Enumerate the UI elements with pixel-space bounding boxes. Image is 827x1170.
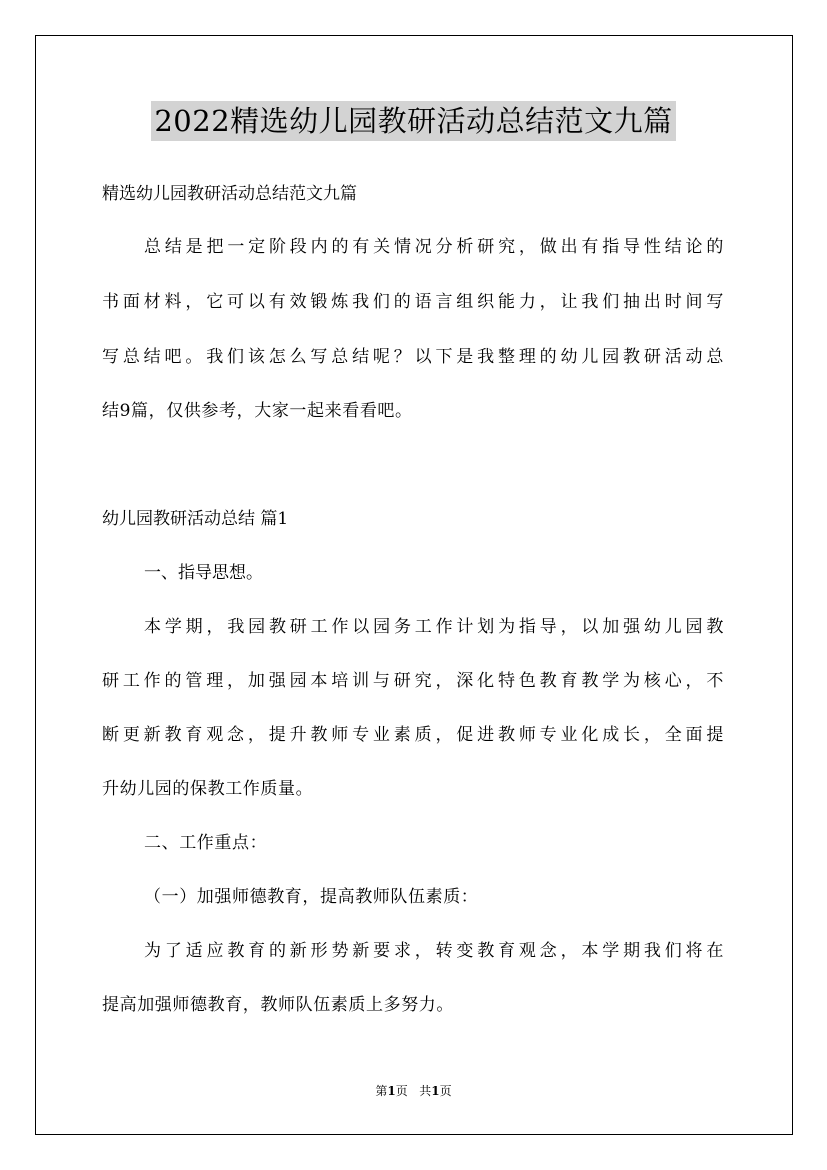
point1-line-4: 升幼儿园的保教工作质量。 [102, 779, 314, 799]
point1-heading: 一、指导思想。 [144, 563, 263, 583]
sub1-line-2: 提高加强师德教育，教师队伍素质上多努力。 [102, 995, 454, 1015]
sub1-heading: （一）加强师德教育，提高教师队伍素质： [144, 887, 479, 907]
footer-page-number: 1 [387, 1084, 396, 1098]
intro-line-3: 写总结吧。我们该怎么写总结呢？以下是我整理的幼儿园教研活动总 [102, 347, 724, 367]
page-footer [0, 1083, 827, 1099]
sub1-line-1: 为了适应教育的新形势新要求，转变教育观念，本学期我们将在 [144, 941, 724, 961]
point1-line-3: 断更新教育观念，提升教师专业素质，促进教师专业化成长，全面提 [102, 725, 724, 745]
section-heading: 幼儿园教研活动总结 篇1 [102, 509, 289, 529]
intro-line-2: 书面材料，它可以有效锻炼我们的语言组织能力，让我们抽出时间写 [102, 292, 724, 312]
point1-line-1: 本学期，我园教研工作以园务工作计划为指导，以加强幼儿园教 [144, 617, 724, 637]
footer-page-mid: 页 共 [395, 1084, 432, 1098]
document-subtitle: 精选幼儿园教研活动总结范文九篇 [102, 184, 357, 204]
point2-heading: 二、工作重点： [144, 833, 268, 853]
intro-line-4: 结9篇，仅供参考，大家一起来看看吧。 [102, 401, 413, 421]
footer-total-pages: 1 [431, 1084, 440, 1098]
footer-page-suffix: 页 [439, 1084, 452, 1098]
footer-page-prefix: 第 [375, 1084, 388, 1098]
document-title: 2022精选幼儿园教研活动总结范文九篇 [151, 101, 675, 141]
title-container [0, 101, 827, 141]
point1-line-2: 研工作的管理，加强园本培训与研究，深化特色教育教学为核心，不 [102, 671, 724, 691]
intro-line-1: 总结是把一定阶段内的有关情况分析研究，做出有指导性结论的 [144, 237, 724, 257]
